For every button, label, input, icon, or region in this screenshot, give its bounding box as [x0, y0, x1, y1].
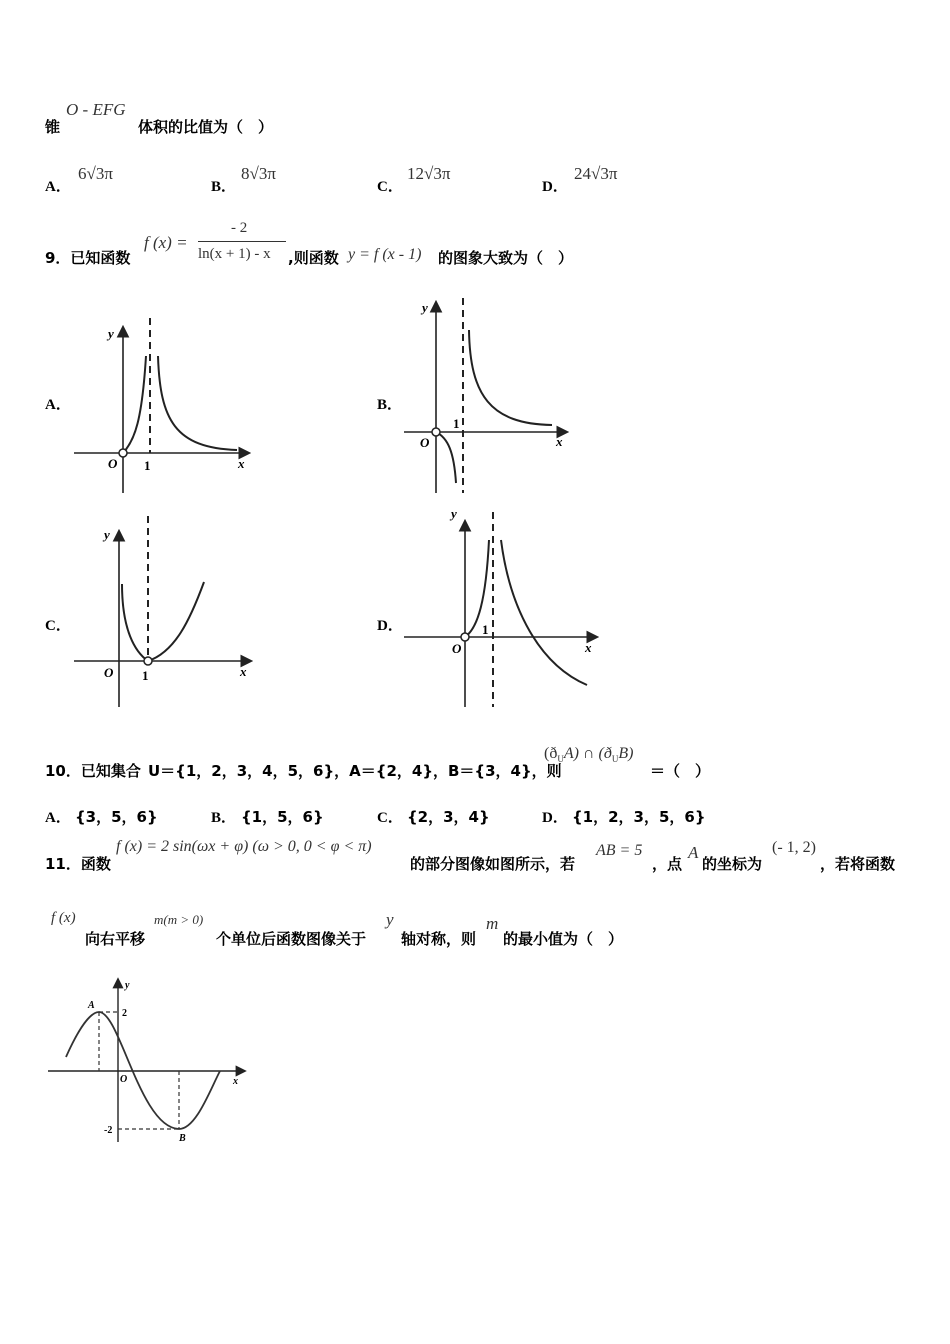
- q9-suffix: 的图象大致为（ ）: [438, 249, 574, 267]
- q9-graph-b: [404, 298, 566, 493]
- q9-b-x-label: x: [556, 434, 563, 449]
- q11-text-8: 的最小值为（ ）: [503, 930, 624, 948]
- q10-option-b-value: {1，5，6}: [241, 808, 324, 826]
- q9-graph-c: [74, 516, 250, 707]
- q11-tick-neg-two: -2: [104, 1125, 113, 1136]
- q11-fx: f (x): [51, 910, 76, 926]
- q11-ab: AB = 5: [596, 842, 643, 859]
- q10-number: 10．已知集合: [45, 762, 141, 780]
- q9-g: y = f (x - 1): [348, 246, 422, 263]
- q11-text-4: ，若将函数: [820, 855, 896, 873]
- q11-coord: (- 1, 2): [772, 839, 816, 856]
- q9-option-b-label: B．: [377, 397, 403, 413]
- q10-suffix: ＝（ ）: [650, 762, 711, 780]
- q9-option-a-label: A．: [45, 397, 71, 413]
- q11-a: A: [688, 843, 699, 862]
- q9-b-origin-label: O: [420, 435, 430, 450]
- q9-a-y-label: y: [108, 326, 114, 341]
- q10-expression: $(ð_UA)$ ∩ $(ð_UB)$: [544, 745, 634, 765]
- q11-point-b-label: B: [179, 1133, 186, 1144]
- q10-option-d-value: {1，2，3，5，6}: [572, 808, 706, 826]
- q11-y-var: y: [386, 910, 394, 929]
- q9-d-one-label: 1: [482, 622, 489, 637]
- q8-option-a-label: A．: [45, 179, 71, 195]
- q11-text-3: 的坐标为: [702, 855, 763, 873]
- q10-sets: U＝{1，2，3，4，5，6}，A＝{2，4}，B＝{3，4}，则: [148, 762, 562, 780]
- q9-number: 9．已知函数: [45, 249, 131, 267]
- q11-text-1: 的部分图像如图所示，若: [410, 855, 576, 873]
- q10-option-a-label: A．: [45, 810, 71, 826]
- q8-math: O - EFG: [66, 100, 126, 119]
- q8-option-b-label: B．: [211, 179, 237, 195]
- q9-denominator: ln(x + 1) - x: [198, 246, 271, 262]
- q8-prefix: 锥: [45, 118, 61, 136]
- q11-text-2: ，点: [652, 855, 683, 873]
- q10-option-c-value: {2，3，4}: [407, 808, 490, 826]
- q10-option-d-label: D．: [542, 810, 568, 826]
- q9-d-origin-label: O: [452, 641, 462, 656]
- q11-m-condition: m(m > 0): [154, 912, 204, 927]
- q11-y-label: y: [125, 980, 130, 991]
- q9-c-one-label: 1: [142, 668, 149, 683]
- q9-a-x-label: x: [238, 456, 245, 471]
- q9-option-d-label: D．: [377, 618, 403, 634]
- q11-text-5: 向右平移: [85, 930, 146, 948]
- q9-a-one-label: 1: [144, 458, 151, 473]
- q11-function: f (x) = 2 sin(ωx + φ) (ω > 0, 0 < φ < π): [116, 838, 372, 855]
- q9-c-y-label: y: [104, 527, 110, 542]
- q10-option-c-label: C．: [377, 810, 403, 826]
- q9-c-origin-label: O: [104, 665, 114, 680]
- q11-number: 11．函数: [45, 855, 111, 873]
- q9-numerator: - 2: [231, 220, 248, 236]
- q8-option-c-label: C．: [377, 179, 403, 195]
- q11-point-a-label: A: [88, 1000, 95, 1011]
- q9-d-y-label: y: [451, 506, 457, 521]
- q8-option-b-value: 8√3π: [241, 164, 276, 183]
- q10-option-a-value: {3，5，6}: [75, 808, 158, 826]
- q11-tick-two: 2: [122, 1008, 127, 1019]
- q9-mid: ,则函数: [288, 249, 339, 267]
- q11-m-var: m: [486, 914, 499, 933]
- q9-c-x-label: x: [240, 664, 247, 679]
- q11-text-6: 个单位后函数图像关于: [216, 930, 367, 948]
- q9-b-y-label: y: [422, 300, 428, 315]
- q11-x-label: x: [233, 1076, 238, 1087]
- q9-a-origin-label: O: [108, 456, 118, 471]
- q9-b-one-label: 1: [453, 416, 460, 431]
- q9-graph-a: [74, 318, 248, 493]
- q10-option-b-label: B．: [211, 810, 237, 826]
- q8-suffix: 体积的比值为（ ）: [138, 118, 274, 136]
- q11-text-7: 轴对称，则: [401, 930, 477, 948]
- q8-option-d-value: 24√3π: [574, 164, 618, 183]
- q11-origin-label: O: [120, 1074, 128, 1085]
- q9-d-x-label: x: [585, 640, 592, 655]
- q9-graph-d: [404, 506, 596, 707]
- q9-f-lhs: f (x) =: [144, 233, 188, 252]
- q8-option-d-label: D．: [542, 179, 568, 195]
- q11-graph: [48, 980, 244, 1144]
- q8-option-a-value: 6√3π: [78, 164, 113, 183]
- q9-option-c-label: C．: [45, 618, 71, 634]
- q8-option-c-value: 12√3π: [407, 164, 451, 183]
